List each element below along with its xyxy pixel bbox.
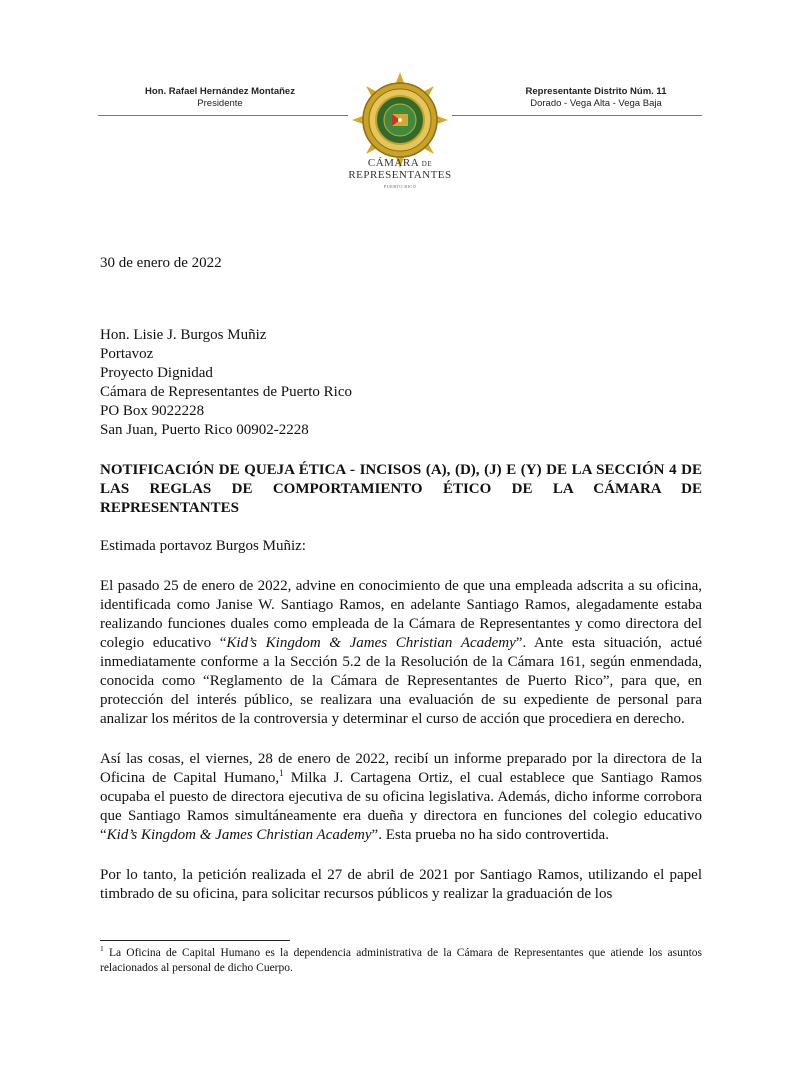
district-towns: Dorado - Vega Alta - Vega Baja (530, 98, 662, 109)
letter-date: 30 de enero de 2022 (100, 255, 222, 271)
letterhead (0, 0, 800, 190)
address-line: Portavoz (100, 346, 154, 362)
paragraph-2-text-a: Así las cosas, el viernes, 28 de enero de 2022, recibí un informe preparado por la directora de la Oficina de Capital Humano, (100, 751, 702, 786)
letterhead-rule-right (452, 115, 702, 116)
recipient-address (100, 326, 702, 440)
address-line: San Juan, Puerto Rico 00902-2228 (100, 422, 309, 438)
seal-caption (330, 158, 470, 192)
academy-name: Kid’s Kingdom & James Christian Academy (226, 635, 516, 651)
letterhead-left (100, 86, 340, 110)
seal-caption-line1: CÁMARA (367, 157, 419, 169)
seal-caption-line1-small: DE (421, 160, 433, 168)
president-name: Hon. Rafael Hernández Montañez (145, 86, 295, 97)
address-line: Hon. Lisie J. Burgos Muñiz (100, 327, 267, 343)
paragraph-2-text-c: ”. Esta prueba no ha sido controvertida. (371, 827, 609, 843)
president-title: Presidente (197, 98, 243, 109)
seal-caption-line3: PUERTO RICO (383, 184, 417, 189)
address-line: Cámara de Representantes de Puerto Rico (100, 384, 352, 400)
footnote-text: La Oficina de Capital Humano es la dependencia administrativa de la Cámara de Representantes que atiende los asuntos relacionados al personal de dicho Cuerpo. (100, 947, 702, 974)
seal-caption-line2: REPRESENTANTES (348, 169, 452, 181)
representative-district: Representante Distrito Núm. 11 (525, 86, 667, 97)
paragraph-2 (100, 750, 702, 845)
footnote-divider (100, 940, 290, 941)
chamber-seal-icon (350, 70, 450, 170)
footnote-ref: 1 (279, 768, 284, 778)
paragraph-1 (100, 577, 702, 729)
paragraph-1-text-b: ”. Ante esta situación, actué inmediatamente conforme a la Sección 5.2 de la Resolución de la Cámara 161, según enmendada, conocida como “Reglamento de la Cámara de Representantes de Puerto Rico”, para que, en protección del interés público, se realizara una evaluación de su expediente de personal para analizar los méritos de la controversia y determinar el curso de acción que procediera en derecho. (100, 635, 703, 727)
address-line: PO Box 9022228 (100, 403, 205, 419)
paragraph-1-text-a: El pasado 25 de enero de 2022, advine en conocimiento de que una empleada adscrita a su oficina, identificada como Janise W. Santiago Ramos, en adelante Santiago Ramos, alegadamente estaba realizando funciones duales como empleada de la Cámara de Representantes y como directora del colegio educativo “ (100, 578, 702, 651)
letterhead-rule-left (98, 115, 348, 116)
letterhead-right (476, 86, 716, 110)
paragraph-3: Por lo tanto, la petición realizada el 27 de abril de 2021 por Santiago Ramos, utilizando el papel timbrado de su oficina, para solicitar recursos públicos y realizar la graduación de los (100, 867, 702, 902)
footnote-number: 1 (100, 944, 104, 954)
salutation: Estimada portavoz Burgos Muñiz: (100, 538, 306, 554)
paragraph-2-text-b: Milka J. Cartagena Ortiz, el cual establece que Santiago Ramos ocupaba el puesto de directora ejecutiva de su oficina legislativa. Además, dicho informe corrobora que Santiago Ramos simultáneamente era dueña y directora en funciones del colegio educativo “ (100, 770, 702, 843)
academy-name: Kid’s Kingdom & James Christian Academy (106, 827, 372, 843)
letter-subject: NOTIFICACIÓN DE QUEJA ÉTICA - INCISOS (A), (D), (J) E (Y) DE LA SECCIÓN 4 DE LAS REGLAS DE COMPORTAMIENTO ÉTICO DE LA CÁMARA DE REPRESENTANTES (100, 462, 702, 516)
letter-body (100, 254, 702, 904)
address-line: Proyecto Dignidad (100, 365, 213, 381)
footnote (100, 946, 702, 975)
